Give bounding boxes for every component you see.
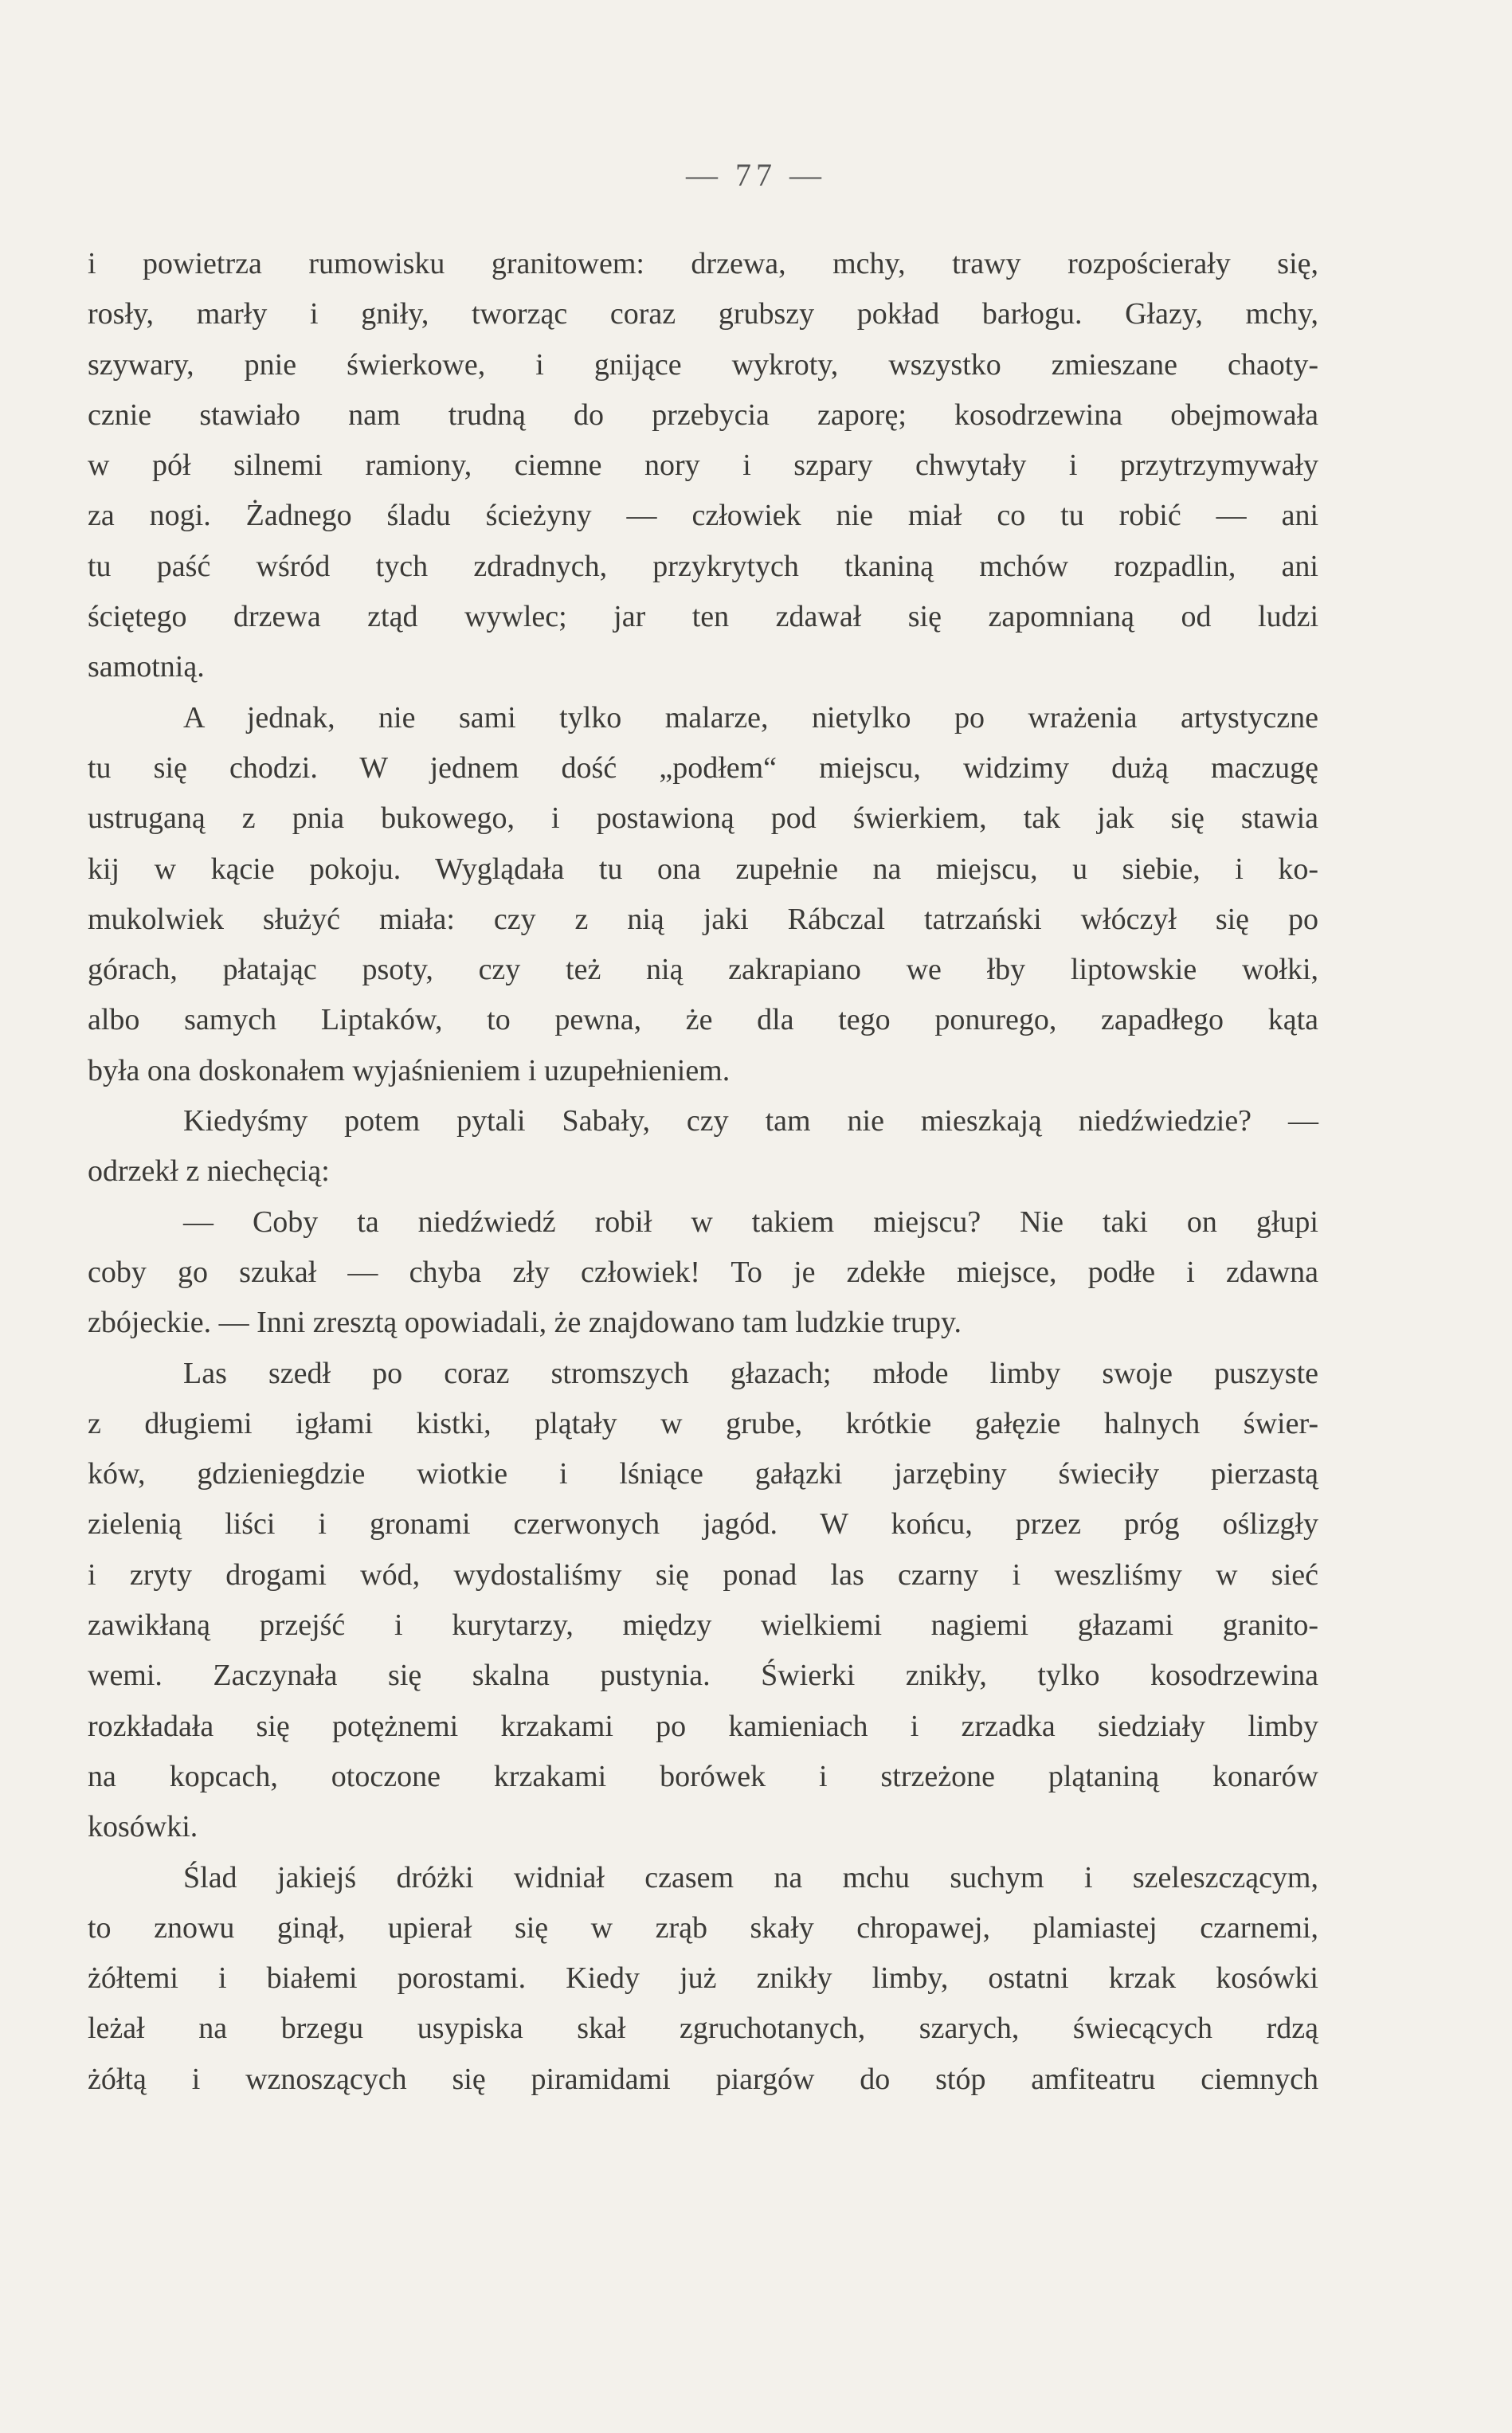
text-line: Kiedyśmy potem pytali Sabały, czy tam nie mieszkają niedźwiedzie? —	[183, 1104, 1318, 1138]
text-line: i powietrza rumowisku granitowem: drzewa, mchy, trawy rozpościerały się,	[88, 247, 1318, 280]
text-line: szywary, pnie świerkowe, i gnijące wykroty, wszystko zmieszane chaoty-	[88, 347, 1318, 382]
text-line: kosówki.	[88, 1810, 198, 1844]
page-number: — 77 —	[686, 157, 826, 193]
text-line: cznie stawiało nam trudną do przebycia zaporę; kosodrzewina obejmowała	[88, 398, 1318, 432]
text-line: górach, płatając psoty, czy też nią zakrapiano we łby liptowskie wołki,	[88, 953, 1318, 987]
body-text	[88, 239, 1318, 2105]
text-line: tu paść wśród tych zdradnych, przykrytych tkaniną mchów rozpadlin, ani	[88, 549, 1318, 583]
text-line: rosły, marły i gniły, tworząc coraz grubszy pokład barłogu. Głazy, mchy,	[88, 297, 1318, 331]
text-line: ściętego drzewa ztąd wywlec; jar ten zdawał się zapomnianą od ludzi	[88, 600, 1318, 634]
text-line: za nogi. Żadnego śladu ścieżyny — człowiek nie miał co tu robić — ani	[88, 499, 1318, 533]
text-line: zielenią liści i gronami czerwonych jagód. W końcu, przez próg oślizgły	[88, 1507, 1318, 1542]
text-line: Las szedł po coraz stromszych głazach; młode limby swoje puszyste	[183, 1356, 1318, 1390]
text-line: to znowu ginął, upierał się w zrąb skały chropawej, plamiastej czarnemi,	[88, 1910, 1318, 1945]
text-line: odrzekł z niechęcią:	[88, 1154, 330, 1189]
text-line: coby go szukał — chyba zły człowiek! To je zdekłe miejsce, podłe i zdawna	[88, 1255, 1318, 1289]
text-line: — Coby ta niedźwiedź robił w takiem miejscu? Nie taki on głupi	[183, 1205, 1318, 1239]
text-line: wemi. Zaczynała się skalna pustynia. Świerki znikły, tylko kosodrzewina	[88, 1659, 1318, 1693]
text-line: mukolwiek służyć miała: czy z nią jaki Rábczal tatrzański włóczył się po	[88, 902, 1318, 936]
text-line: tu się chodzi. W jednem dość „podłem“ miejscu, widzimy dużą maczugę	[88, 750, 1318, 785]
text-line: i zryty drogami wód, wydostaliśmy się ponad las czarny i weszliśmy w sieć	[88, 1557, 1318, 1592]
text-line: w pół silnemi ramiony, ciemne nory i szpary chwytały i przytrzymywały	[88, 449, 1318, 483]
text-line: była ona doskonałem wyjaśnieniem i uzupełnieniem.	[88, 1053, 731, 1087]
text-line: kij w kącie pokoju. Wyglądała tu ona zupełnie na miejscu, u siebie, i ko-	[88, 852, 1318, 886]
text-line: zbójeckie. — Inni zresztą opowiadali, że znajdowano tam ludzkie trupy.	[88, 1306, 962, 1340]
text-line: albo samych Liptaków, to pewna, że dla tego ponurego, zapadłego kąta	[88, 1003, 1318, 1037]
text-line: z długiemi igłami kistki, plątały w grube, krótkie gałęzie halnych świer-	[88, 1406, 1318, 1440]
text-line: żółtą i wznoszących się piramidami piargów do stóp amfiteatru ciemnych	[88, 2062, 1318, 2096]
text-line: ustruganą z pnia bukowego, i postawioną pod świerkiem, tak jak się stawia	[88, 801, 1318, 836]
text-line: zawikłaną przejść i kurytarzy, między wielkiemi nagiemi głazami granito-	[88, 1608, 1318, 1643]
text-line: A jednak, nie sami tylko malarze, nietylko po wrażenia artystyczne	[183, 700, 1318, 735]
text-line: żółtemi i białemi porostami. Kiedy już znikły limby, ostatni krzak kosówki	[88, 1961, 1318, 1996]
text-line: na kopcach, otoczone krzakami borówek i strzeżone plątaniną konarów	[88, 1759, 1318, 1793]
text-line: leżał na brzegu usypiska skał zgruchotanych, szarych, świecących rdzą	[88, 2012, 1318, 2046]
text-line: rozkładała się potężnemi krzakami po kamieniach i zrzadka siedziały limby	[88, 1709, 1318, 1743]
text-line: ków, gdzieniegdzie wiotkie i lśniące gałązki jarzębiny świeciły pierzastą	[88, 1457, 1318, 1491]
text-line: Ślad jakiejś dróżki widniał czasem na mchu suchym i szeleszczącym,	[183, 1860, 1318, 1894]
text-line: samotnią.	[88, 650, 205, 684]
